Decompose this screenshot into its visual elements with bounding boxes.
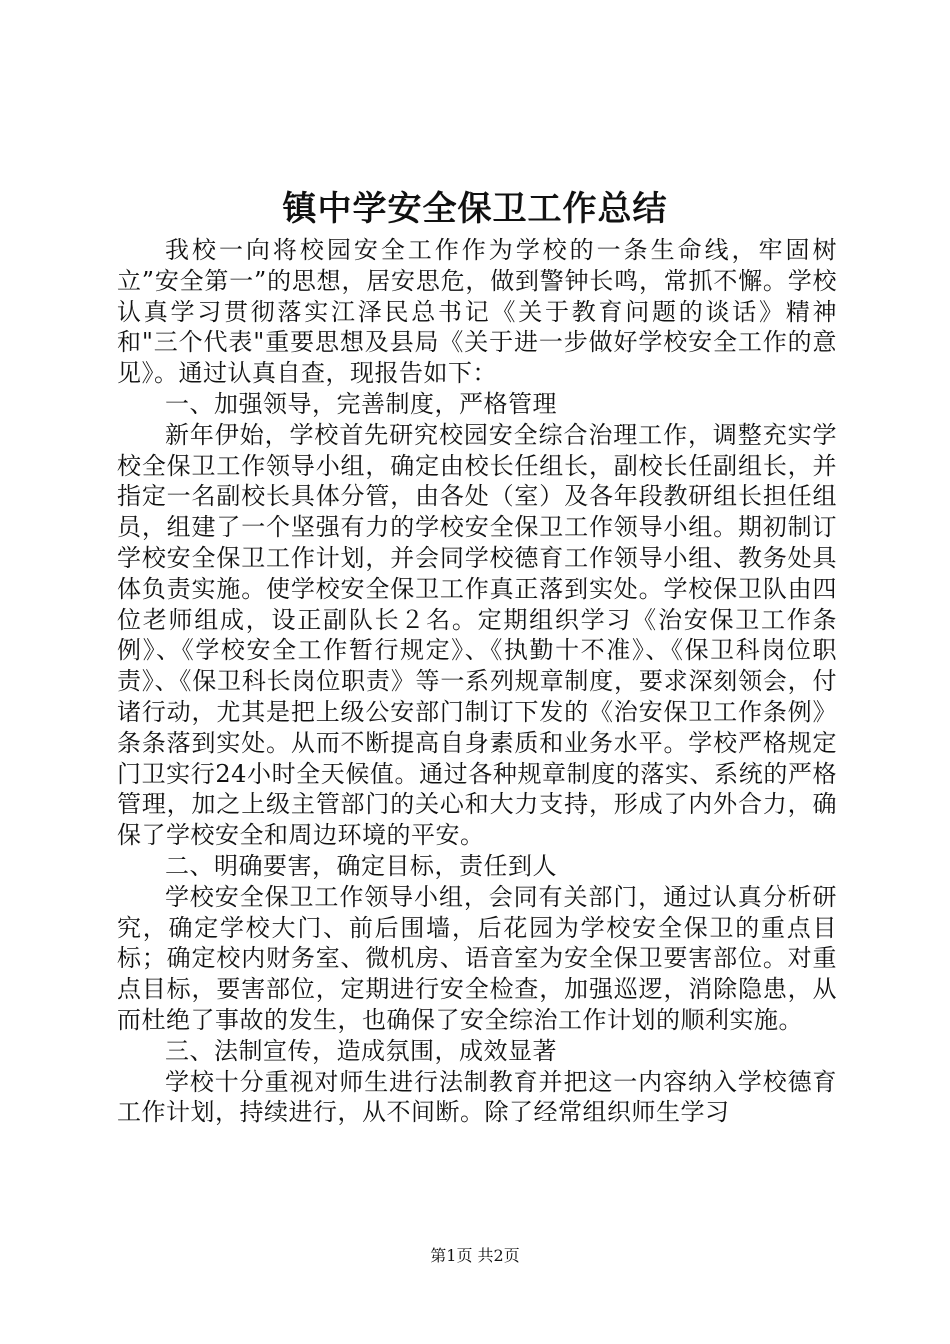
paragraph-section-3: 学校十分重视对师生进行法制教育并把这一内容纳入学校德育工作计划，持续进行，从不间断。除了经常组织师生学习: [117, 1067, 837, 1127]
section-heading-3: 三、法制宣传，造成氛围，成效显著: [165, 1036, 557, 1065]
paragraph-section-2: 学校安全保卫工作领导小组，会同有关部门，通过认真分析研究，确定学校大门、前后围墙，后花园为学校安全保卫的重点目标；确定校内财务室、微机房、语音室为安全保卫要害部位。对重点目标，要害部位，定期进行安全检查，加强巡逻，消除隐患，从而杜绝了事故的发生，也确保了安全综治工作计划的顺利实施。: [117, 882, 837, 1034]
section-heading-1: 一、加强领导，完善制度，严格管理: [165, 389, 557, 418]
paragraph-intro: 我校一向将校园安全工作作为学校的一条生命线，牢固树立”安全第一”的思想，居安思危，做到警钟长鸣，常抓不懈。学校认真学习贯彻落实江泽民总书记《关于教育问题的谈话》精神和"三个代表"重要思想及县局《关于进一步做好学校安全工作的意见》。通过认真自查，现报告如下：: [117, 236, 837, 388]
paragraph-section-1: 新年伊始，学校首先研究校园安全综合治理工作，调整充实学校全保卫工作领导小组，确定由校长任组长，副校长任副组长，并指定一名副校长具体分管，由各处（室）及各年段教研组长担任组员，组建了一个坚强有力的学校安全保卫工作领导小组。期初制订学校安全保卫工作计划，并会同学校德育工作领导小组、教务处具体负责实施。使学校安全保卫工作真正落到实处。学校保卫队由四位老师组成，设正副队长２名。定期组织学习《治安保卫工作条例》、《学校安全工作暂行规定》、《执勤十不准》、《保卫科岗位职责》、《保卫科长岗位职责》等一系列规章制度，要求深刻领会，付诸行动，尤其是把上级公安部门制订下发的《治安保卫工作条例》条条落到实处。从而不断提高自身素质和业务水平。学校严格规定门卫实行24小时全天候值。通过各种规章制度的落实、系统的严格管理，加之上级主管部门的关心和大力支持，形成了内外合力，确保了学校安全和周边环境的平安。: [117, 420, 837, 850]
document-title: 镇中学安全保卫工作总结: [282, 189, 668, 229]
page-footer: 第1页 共2页: [430, 1246, 520, 1265]
section-heading-2: 二、明确要害，确定目标，责任到人: [165, 851, 557, 880]
document-body: [117, 235, 837, 1128]
